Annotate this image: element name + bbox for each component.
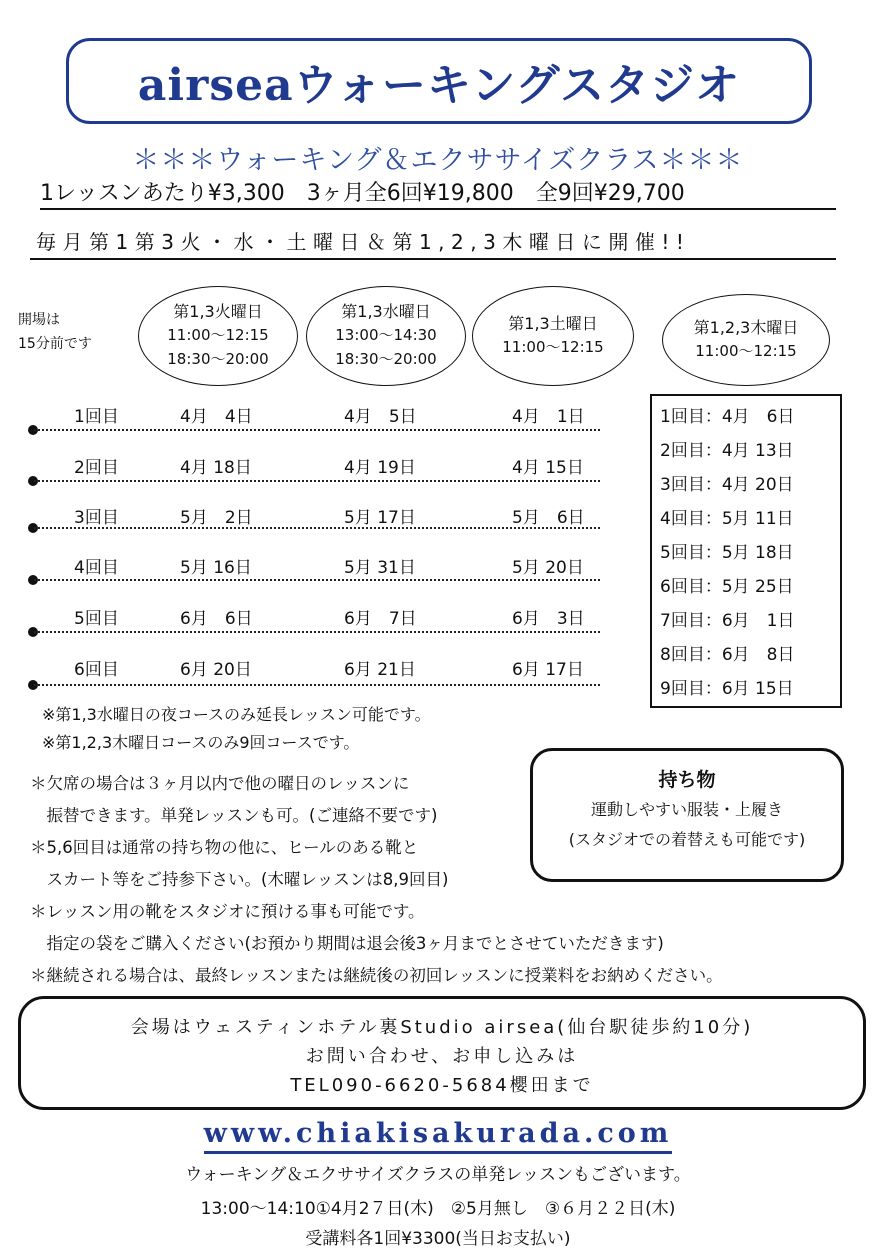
inquiry-line: お問い合わせ、お申し込みは: [305, 1046, 579, 1067]
entry-note-line: 開場は: [18, 312, 60, 328]
session-date-wed: 4月 5日: [344, 407, 417, 427]
session-date-sat: 6月 3日: [512, 609, 585, 629]
entry-note: [18, 308, 92, 356]
policy-note-line: ＊5,6回目は通常の持ち物の他に、ヒールのある靴と: [30, 838, 419, 857]
session-date-sat: 5月 6日: [512, 508, 585, 528]
session-date-wed: 4月 19日: [344, 458, 416, 478]
session-date-tue: 6月 6日: [180, 609, 253, 629]
course-note: ※第1,2,3木曜日コースのみ9回コースです。: [42, 733, 360, 752]
session-date-tue: 4月 18日: [180, 458, 252, 478]
session-label: 3回目: [74, 508, 119, 528]
class-name: 第1,3水曜日: [341, 302, 431, 321]
session-date-tue: 6月 20日: [180, 660, 252, 680]
entry-note-line: 15分前です: [18, 336, 92, 352]
venue-line: 会場はウェスティンホテル裏Studio airsea(仙台駅徒歩約10分): [130, 1017, 754, 1038]
row-divider: [34, 579, 600, 581]
thursday-session: 9回目：6月 15日: [660, 679, 794, 699]
thursday-session: 2回目：4月 13日: [660, 441, 794, 461]
policy-note-line: 振替できます。単発レッスンも可。(ご連絡不要です): [30, 806, 438, 825]
bring-line: 運動しやすい服装・上履き: [590, 800, 783, 819]
class-time: 11:00〜12:15: [695, 342, 797, 360]
session-date-wed: 6月 7日: [344, 609, 417, 629]
class-name: 第1,3火曜日: [173, 302, 263, 321]
policy-note-line: ＊継続される場合は、最終レッスンまたは継続後の初回レッスンに授業料をお納めください。: [30, 966, 723, 985]
class-subtitle: ＊＊＊ウォーキング＆エクササイズクラス＊＊＊: [132, 145, 744, 176]
row-divider: [34, 631, 600, 633]
class-oval-wednesday: [306, 286, 466, 386]
session-label: 6回目: [74, 660, 119, 680]
thursday-schedule-box: [650, 394, 842, 708]
thursday-session: 5回目：5月 18日: [660, 543, 794, 563]
class-name: 第1,2,3木曜日: [693, 318, 799, 337]
title-box: [66, 38, 812, 124]
row-divider: [34, 527, 600, 529]
bring-line: (スタジオでの着替えも可能です): [568, 830, 806, 849]
session-date-sat: 6月 17日: [512, 660, 584, 680]
footer-line: 受講料各1回¥3300(当日お支払い): [305, 1229, 571, 1249]
page-title: airseaウォーキングスタジオ: [137, 60, 741, 111]
thursday-session: 8回目：6月 8日: [660, 645, 795, 665]
row-divider: [34, 429, 600, 431]
class-oval-thursday: [662, 294, 830, 386]
policy-note-line: スカート等をご持参下さい。(木曜レッスンは8,9回目): [30, 870, 449, 889]
footer-line: ウォーキング＆エクササイズクラスの単発レッスンもございます。: [185, 1165, 691, 1185]
course-note: ※第1,3水曜日の夜コースのみ延長レッスン可能です。: [42, 705, 431, 724]
thursday-session: 7回目：6月 1日: [660, 611, 795, 631]
session-label: 1回目: [74, 407, 119, 427]
session-label: 4回目: [74, 558, 119, 578]
contact-box: [18, 996, 866, 1110]
thursday-session: 6回目：5月 25日: [660, 577, 794, 597]
policy-note-line: ＊欠席の場合は３ヶ月以内で他の曜日のレッスンに: [30, 774, 410, 793]
class-time: 18:30〜20:00: [335, 350, 437, 368]
session-date-sat: 5月 20日: [512, 558, 584, 578]
class-name: 第1,3土曜日: [508, 314, 598, 333]
class-oval-tuesday: [138, 286, 298, 386]
website-link[interactable]: www.chiakisakurada.com: [204, 1118, 673, 1154]
class-time: 11:00〜12:15: [502, 338, 604, 356]
class-oval-saturday: [472, 286, 634, 386]
session-label: 2回目: [74, 458, 119, 478]
session-date-tue: 5月 2日: [180, 508, 253, 528]
class-time: 11:00〜12:15: [167, 326, 269, 344]
session-date-tue: 5月 16日: [180, 558, 252, 578]
session-label: 5回目: [74, 609, 119, 629]
policy-notes: [30, 768, 723, 992]
session-date-tue: 4月 4日: [180, 407, 253, 427]
thursday-session: 4回目：5月 11日: [660, 509, 794, 529]
row-divider: [34, 480, 600, 482]
session-date-sat: 4月 1日: [512, 407, 585, 427]
class-time: 18:30〜20:00: [167, 350, 269, 368]
session-date-wed: 5月 17日: [344, 508, 416, 528]
class-time: 13:00〜14:30: [335, 326, 437, 344]
session-date-wed: 6月 21日: [344, 660, 416, 680]
schedule-line: 毎月第1第3火・水・土曜日＆第1,2,3木曜日に開催!!: [30, 226, 836, 260]
phone-line: TEL090-6620-5684櫻田まで: [290, 1075, 594, 1096]
website-link-row: [0, 1118, 876, 1149]
price-line: 1レッスンあたり¥3,300 3ヶ月全6回¥19,800 全9回¥29,700: [40, 176, 836, 210]
thursday-session: 3回目：4月 20日: [660, 475, 794, 495]
session-date-sat: 4月 15日: [512, 458, 584, 478]
row-divider: [34, 684, 600, 686]
bring-title: 持ち物: [658, 769, 716, 791]
session-date-wed: 5月 31日: [344, 558, 416, 578]
policy-note-line: 指定の袋をご購入ください(お預かり期間は退会後3ヶ月までとさせていただきます): [30, 934, 664, 953]
policy-note-line: ＊レッスン用の靴をスタジオに預ける事も可能です。: [30, 902, 425, 921]
footer-line: 13:00〜14:10①4月2７日(木) ②5月無し ③６月２２日(木): [200, 1199, 676, 1219]
thursday-session: 1回目：4月 6日: [660, 407, 795, 427]
